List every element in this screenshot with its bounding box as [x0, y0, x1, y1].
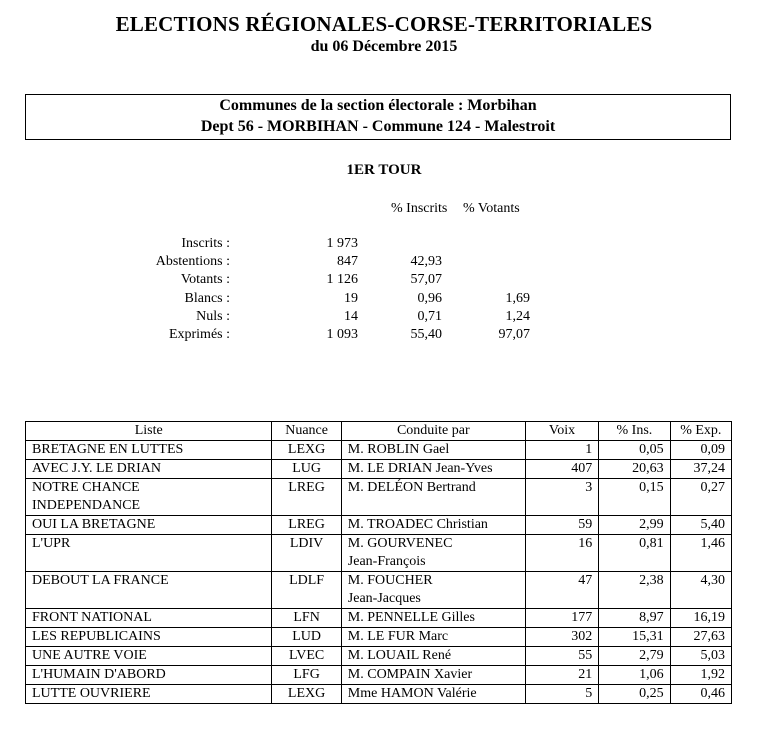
cell-pct-exp: 0,09 [670, 441, 731, 460]
section-line-2: Dept 56 - MORBIHAN - Commune 124 - Malestroit [200, 118, 556, 135]
page-title: ELECTIONS RÉGIONALES-CORSE-TERRITORIALES [115, 12, 653, 36]
conduite-line: M. GOURVENEC [347, 536, 453, 551]
cell-nuance: LREG [272, 479, 341, 516]
cell-conduite [341, 535, 525, 572]
conduite-line: M. LE DRIAN Jean-Yves [347, 461, 493, 476]
conduite-line: M. FOUCHER [347, 573, 433, 588]
cell-nuance: LREG [272, 516, 341, 535]
cell-conduite [341, 441, 525, 460]
cell-voix: 55 [525, 647, 598, 666]
cell-liste [26, 479, 272, 516]
col-header-nuance: Nuance [272, 422, 341, 441]
cell-nuance: LVEC [272, 647, 341, 666]
election-date: du 06 Décembre 2015 [310, 38, 458, 55]
conduite-line: M. TROADEC Christian [347, 517, 488, 532]
cell-pct-exp: 1,46 [670, 535, 731, 572]
table-row [26, 666, 732, 685]
col-header-conduite: Conduite par [341, 422, 525, 441]
liste-line: NOTRE CHANCE [32, 480, 140, 495]
liste-line: LUTTE OUVRIERE [32, 686, 151, 701]
conduite-line: Jean-Jacques [347, 591, 421, 606]
cell-pct-exp: 16,19 [670, 609, 731, 628]
liste-line: UNE AUTRE VOIE [32, 648, 147, 663]
cell-pct-ins: 20,63 [599, 460, 670, 479]
cell-pct-ins: 15,31 [599, 628, 670, 647]
cell-pct-exp: 37,24 [670, 460, 731, 479]
cell-pct-ins: 2,99 [599, 516, 670, 535]
liste-line: INDEPENDANCE [32, 498, 141, 513]
cell-liste [26, 516, 272, 535]
table-row [26, 572, 732, 609]
cell-pct-ins: 0,05 [599, 441, 670, 460]
conduite-line: Jean-François [347, 554, 426, 569]
table-header-row [26, 422, 732, 441]
cell-pct-exp: 5,40 [670, 516, 731, 535]
cell-voix: 407 [525, 460, 598, 479]
cell-liste [26, 685, 272, 704]
cell-pct-ins: 1,06 [599, 666, 670, 685]
cell-nuance: LEXG [272, 441, 341, 460]
liste-line: BRETAGNE EN LUTTES [32, 442, 184, 457]
cell-voix: 16 [525, 535, 598, 572]
cell-liste [26, 609, 272, 628]
col-header-voix: Voix [525, 422, 598, 441]
cell-pct-ins: 2,38 [599, 572, 670, 609]
cell-nuance: LUD [272, 628, 341, 647]
col-header-pct-exp: % Exp. [670, 422, 731, 441]
cell-nuance: LFG [272, 666, 341, 685]
stat-label: Abstentions : [155, 254, 230, 269]
cell-pct-exp: 27,63 [670, 628, 731, 647]
liste-line: OUI LA BRETAGNE [32, 517, 156, 532]
cell-voix: 1 [525, 441, 598, 460]
table-row [26, 609, 732, 628]
stat-value: 19 [344, 291, 358, 306]
section-line-1: Communes de la section électorale : Morbihan [219, 97, 537, 114]
cell-voix: 47 [525, 572, 598, 609]
cell-liste [26, 535, 272, 572]
cell-conduite [341, 666, 525, 685]
conduite-line: M. DELÉON Bertrand [347, 480, 476, 495]
stat-value: 14 [344, 309, 358, 324]
conduite-line: M. ROBLIN Gael [347, 442, 450, 457]
cell-voix: 59 [525, 516, 598, 535]
stat-pct-inscrits: 0,71 [417, 309, 442, 324]
cell-voix: 177 [525, 609, 598, 628]
liste-line: L'UPR [32, 536, 71, 551]
stat-pct-votants: 1,69 [505, 291, 530, 306]
table-row [26, 516, 732, 535]
cell-conduite [341, 647, 525, 666]
cell-pct-exp: 1,92 [670, 666, 731, 685]
cell-voix: 5 [525, 685, 598, 704]
cell-conduite [341, 685, 525, 704]
header-pct-votants: % Votants [463, 201, 520, 216]
table-row [26, 685, 732, 704]
conduite-line: M. COMPAIN Xavier [347, 667, 473, 682]
table-row [26, 460, 732, 479]
cell-conduite [341, 516, 525, 535]
stat-label: Inscrits : [181, 236, 230, 251]
conduite-line: M. LE FUR Marc [347, 629, 449, 644]
cell-pct-exp: 4,30 [670, 572, 731, 609]
cell-voix: 3 [525, 479, 598, 516]
cell-nuance: LEXG [272, 685, 341, 704]
stat-pct-inscrits: 55,40 [410, 327, 442, 342]
cell-liste [26, 647, 272, 666]
col-header-pct-ins: % Ins. [599, 422, 670, 441]
cell-conduite [341, 628, 525, 647]
cell-liste [26, 572, 272, 609]
stat-label: Nuls : [196, 309, 230, 324]
stat-value: 1 126 [326, 272, 358, 287]
cell-liste [26, 441, 272, 460]
cell-liste [26, 628, 272, 647]
cell-conduite [341, 460, 525, 479]
conduite-line: M. PENNELLE Gilles [347, 610, 475, 625]
stat-pct-inscrits: 0,96 [417, 291, 442, 306]
cell-pct-ins: 0,15 [599, 479, 670, 516]
cell-pct-ins: 2,79 [599, 647, 670, 666]
liste-line: AVEC J.Y. LE DRIAN [32, 461, 161, 476]
table-row [26, 441, 732, 460]
stat-label: Votants : [180, 272, 230, 287]
cell-voix: 302 [525, 628, 598, 647]
stat-pct-inscrits: 57,07 [410, 272, 442, 287]
liste-line: FRONT NATIONAL [32, 610, 152, 625]
cell-pct-ins: 0,25 [599, 685, 670, 704]
cell-pct-ins: 0,81 [599, 535, 670, 572]
cell-pct-exp: 0,27 [670, 479, 731, 516]
stat-value: 1 973 [326, 236, 358, 251]
cell-conduite [341, 609, 525, 628]
cell-liste [26, 666, 272, 685]
cell-pct-ins: 8,97 [599, 609, 670, 628]
cell-nuance: LDIV [272, 535, 341, 572]
liste-line: LES REPUBLICAINS [32, 629, 161, 644]
cell-voix: 21 [525, 666, 598, 685]
cell-nuance: LFN [272, 609, 341, 628]
table-row [26, 535, 732, 572]
liste-line: DEBOUT LA FRANCE [32, 573, 169, 588]
stat-value: 1 093 [326, 327, 358, 342]
cell-pct-exp: 5,03 [670, 647, 731, 666]
cell-nuance: LDLF [272, 572, 341, 609]
liste-line: L'HUMAIN D'ABORD [32, 667, 166, 682]
cell-conduite [341, 479, 525, 516]
stat-label: Blancs : [184, 291, 230, 306]
cell-pct-exp: 0,46 [670, 685, 731, 704]
stat-pct-inscrits: 42,93 [410, 254, 442, 269]
col-header-liste: Liste [26, 422, 272, 441]
table-row [26, 647, 732, 666]
results-table [25, 421, 732, 704]
header-pct-inscrits: % Inscrits [391, 201, 448, 216]
stat-pct-votants: 1,24 [505, 309, 530, 324]
cell-conduite [341, 572, 525, 609]
table-row [26, 628, 732, 647]
cell-nuance: LUG [272, 460, 341, 479]
table-row [26, 479, 732, 516]
conduite-line: M. LOUAIL René [347, 648, 452, 663]
tour-heading: 1ER TOUR [346, 162, 422, 178]
section-box [25, 94, 731, 140]
cell-liste [26, 460, 272, 479]
stat-pct-votants: 97,07 [498, 327, 530, 342]
stat-label: Exprimés : [168, 327, 230, 342]
conduite-line: Mme HAMON Valérie [347, 686, 477, 701]
stat-value: 847 [337, 254, 358, 269]
